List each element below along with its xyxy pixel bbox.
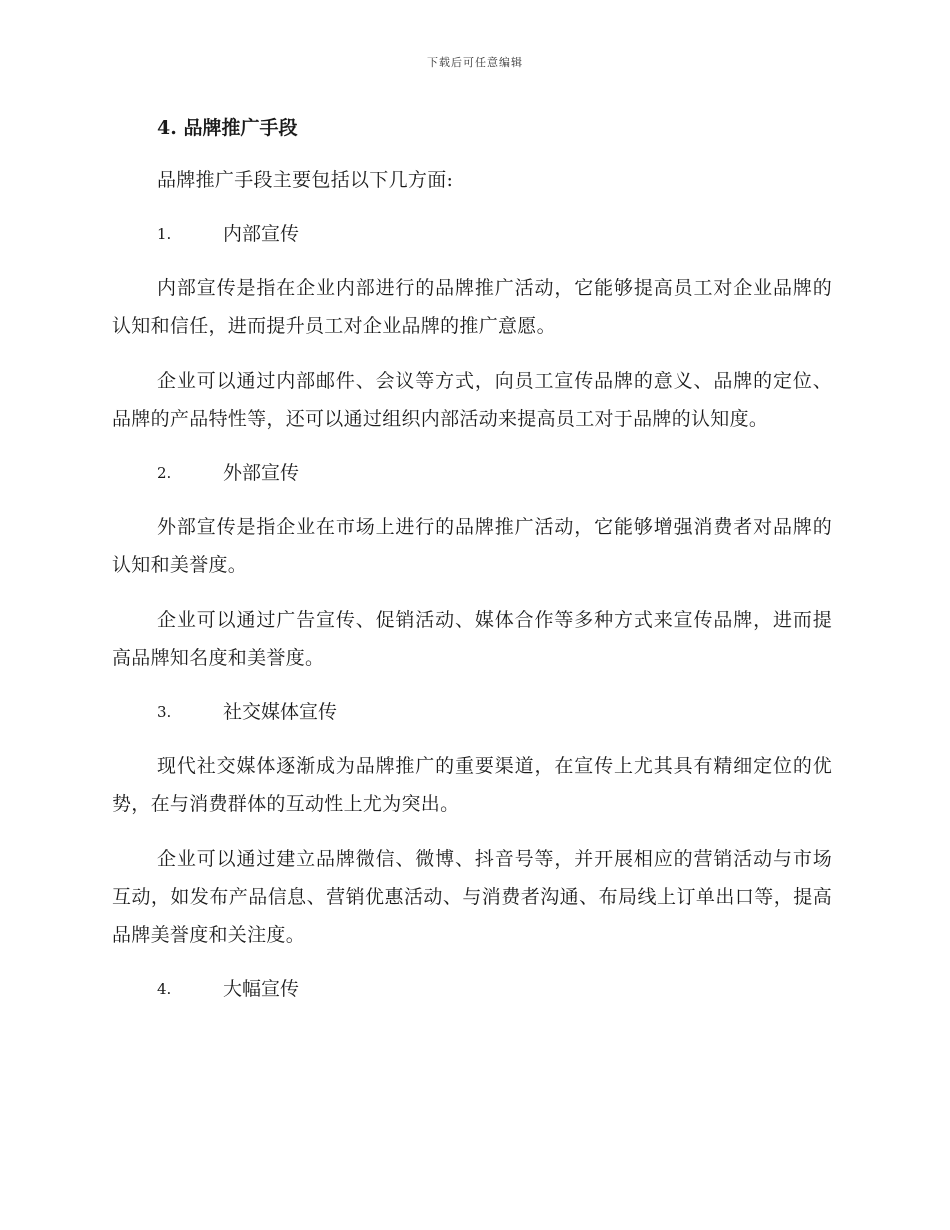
list-item-2 <box>112 454 832 492</box>
list-number: 2. <box>157 464 172 482</box>
page-header-note: 下载后可任意编辑 <box>427 56 523 69</box>
paragraph: 企业可以通过广告宣传、促销活动、媒体合作等多种方式来宣传品牌，进而提高品牌知名度和美誉度。 <box>112 609 832 669</box>
list-number: 4. <box>157 980 172 998</box>
paragraph: 内部宣传是指在企业内部进行的品牌推广活动，它能够提高员工对企业品牌的认知和信任，进而提升员工对企业品牌的推广意愿。 <box>112 277 832 337</box>
list-title: 社交媒体宣传 <box>223 701 338 723</box>
list-number: 3. <box>157 703 172 721</box>
section-heading: 4. 品牌推广手段 <box>157 117 298 139</box>
document-body <box>112 110 832 1008</box>
list-title: 外部宣传 <box>223 462 300 484</box>
paragraph: 现代社交媒体逐渐成为品牌推广的重要渠道，在宣传上尤其具有精细定位的优势，在与消费群体的互动性上尤为突出。 <box>112 755 832 815</box>
list-item-4 <box>112 970 832 1008</box>
paragraph: 外部宣传是指企业在市场上进行的品牌推广活动，它能够增强消费者对品牌的认知和美誉度。 <box>112 516 832 576</box>
list-item-3 <box>112 693 832 731</box>
list-title: 内部宣传 <box>223 223 300 245</box>
list-number: 1. <box>157 225 172 243</box>
intro-paragraph: 品牌推广手段主要包括以下几方面: <box>157 169 454 191</box>
paragraph: 企业可以通过内部邮件、会议等方式，向员工宣传品牌的意义、品牌的定位、品牌的产品特性等，还可以通过组织内部活动来提高员工对于品牌的认知度。 <box>112 370 832 430</box>
list-title: 大幅宣传 <box>223 978 300 1000</box>
paragraph: 企业可以通过建立品牌微信、微博、抖音号等，并开展相应的营销活动与市场互动，如发布产品信息、营销优惠活动、与消费者沟通、布局线上订单出口等，提高品牌美誉度和关注度。 <box>112 848 832 946</box>
list-item-1 <box>112 215 832 253</box>
